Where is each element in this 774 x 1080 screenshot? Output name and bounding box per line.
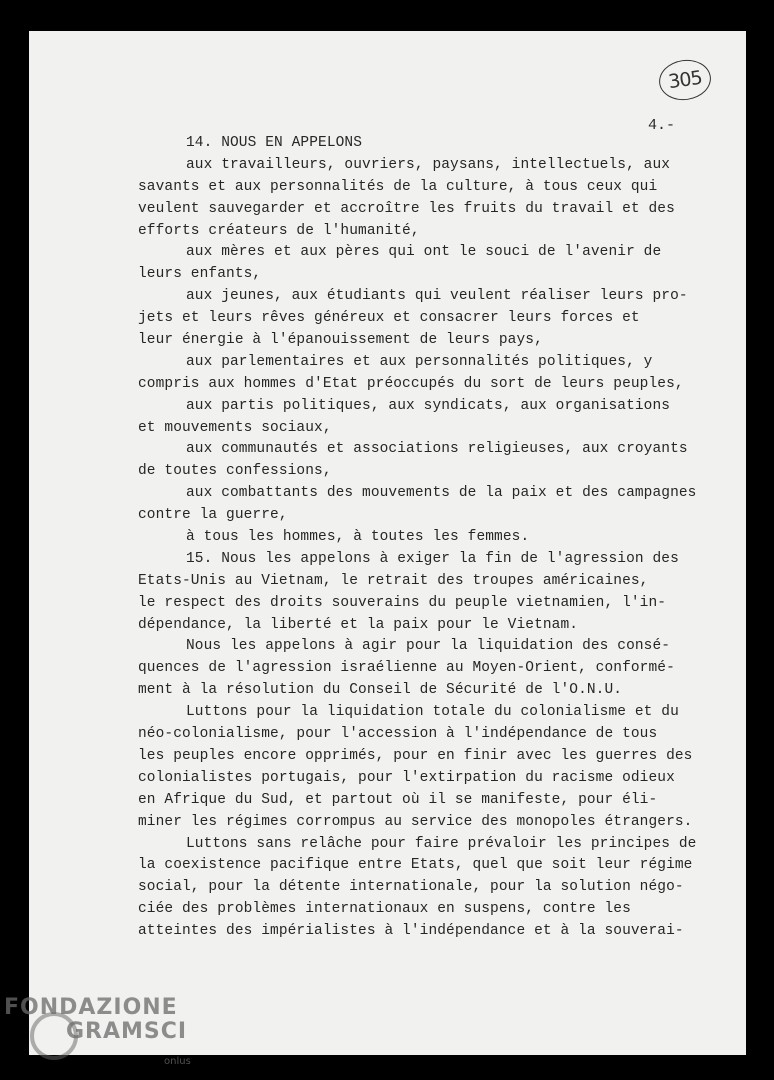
text-line: efforts créateurs de l'humanité, [138,222,420,239]
text-line: Etats-Unis au Vietnam, le retrait des troupes américaines, [138,572,649,589]
text-line: les peuples encore opprimés, pour en finir avec les guerres des [138,747,693,764]
text-line: aux travailleurs, ouvriers, paysans, intellectuels, aux [186,156,671,173]
text-line: 15. Nous les appelons à exiger la fin de l'agression des [186,550,679,567]
text-line: et mouvements sociaux, [138,419,332,436]
text-line: aux jeunes, aux étudiants qui veulent réaliser leurs pro- [186,288,688,305]
stamp-number: 305 [666,66,703,94]
text-line: 14. NOUS EN APPELONS [186,135,363,151]
text-line: aux communautés et associations religieuses, aux croyants [186,441,688,458]
text-line: Nous les appelons à agir pour la liquidation des consé- [186,638,671,655]
text-line: compris aux hommes d'Etat préoccupés du sort de leurs peuples, [138,375,684,392]
text-line: leur énergie à l'épanouissement de leurs pays, [138,332,543,349]
text-line: de toutes confessions, [138,463,332,480]
text-line: social, pour la détente internationale, pour la solution négo- [138,879,684,896]
text-line: néo-colonialisme, pour l'accession à l'indépendance de tous [138,726,658,743]
text-line: atteintes des impérialistes à l'indépendance et à la souverai- [138,923,684,940]
watermark-line1: FONDAZIONE [4,995,178,1020]
text-line: le respect des droits souverains du peuple vietnamien, l'in- [138,594,667,611]
watermark-line2: GRAMSCI [66,1019,188,1044]
text-line: savants et aux personnalités de la culture, à tous ceux qui [138,178,658,195]
watermark [4,995,191,1067]
text-line: leurs enfants, [138,266,262,283]
text-line: veulent sauvegarder et accroître les fruits du travail et des [138,200,675,217]
text-line: aux mères et aux pères qui ont le souci de l'avenir de [186,244,662,261]
text-line: aux parlementaires et aux personnalités politiques, y [186,353,653,370]
text-line: ment à la résolution du Conseil de Sécurité de l'O.N.U. [138,682,623,699]
text-line: miner les régimes corrompus au service des monopoles étrangers. [138,813,693,830]
text-line: Luttons pour la liquidation totale du colonialisme et du [186,704,679,721]
text-line: à tous les hommes, à toutes les femmes. [186,529,530,546]
text-line: contre la guerre, [138,507,288,524]
text-line: jets et leurs rêves généreux et consacrer leurs forces et [138,310,640,327]
watermark-sub: onlus [164,1056,191,1067]
page-number: 4.- [648,117,676,134]
text-line: quences de l'agression israélienne au Moyen-Orient, conformé- [138,660,675,677]
text-line: Luttons sans relâche pour faire prévaloir les principes de [186,835,697,852]
text-line: colonialistes portugais, pour l'extirpation du racisme odieux [138,769,675,786]
document-body [138,133,708,943]
text-line: la coexistence pacifique entre Etats, quel que soit leur régime [138,857,693,874]
text-line: ciée des problèmes internationaux en suspens, contre les [138,901,631,918]
text-line: aux combattants des mouvements de la paix et des campagnes [186,485,697,502]
text-line: en Afrique du Sud, et partout où il se manifeste, pour éli- [138,791,658,808]
text-line: dépendance, la liberté et la paix pour le Vietnam. [138,616,579,633]
text-line: aux partis politiques, aux syndicats, aux organisations [186,397,671,414]
